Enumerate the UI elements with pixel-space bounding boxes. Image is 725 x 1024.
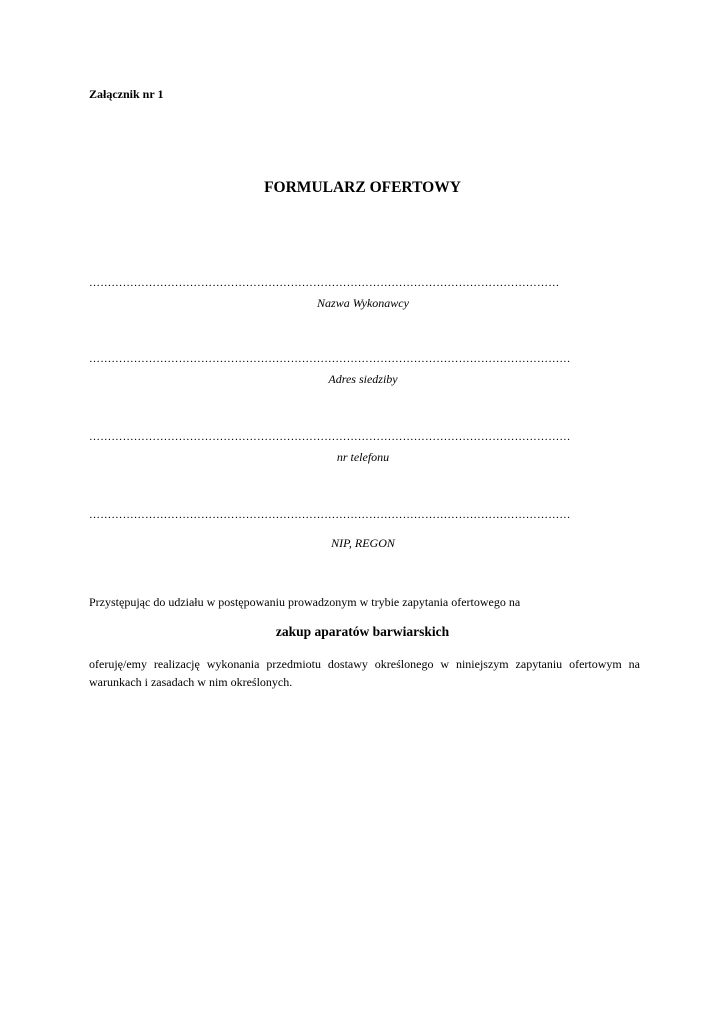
nip-regon-field xyxy=(89,508,637,551)
form-title: FORMULARZ OFERTOWY xyxy=(264,179,461,196)
phone-field xyxy=(89,430,637,465)
field-caption: NIP, REGON xyxy=(331,536,395,550)
fill-in-line: ……………………………………………………………………………………………………………… xyxy=(89,277,560,289)
fill-in-line: ………………………………………………………………………………………………………………… xyxy=(89,509,571,521)
fill-in-line: ………………………………………………………………………………………………………………… xyxy=(89,431,571,443)
field-caption: nr telefonu xyxy=(336,450,390,464)
fill-in-line: ………………………………………………………………………………………………………………… xyxy=(89,353,571,365)
contractor-name-field xyxy=(89,276,637,311)
field-caption: Adres siedziby xyxy=(328,372,398,386)
attachment-label: Załącznik nr 1 xyxy=(89,87,164,101)
intro-paragraph: Przystępując do udziału w postępowaniu prowadzonym w trybie zapytania ofertowego na xyxy=(89,595,521,609)
address-field xyxy=(89,352,637,387)
offer-declaration: oferuję/emy realizację wykonania przedmiotu dostawy określonego w niniejszym zapytaniu ofertowym na warunkach i zasadach w nim określonych. xyxy=(89,657,640,689)
field-caption: Nazwa Wykonawcy xyxy=(317,296,409,310)
procurement-subject: zakup aparatów barwiarskich xyxy=(275,624,450,639)
